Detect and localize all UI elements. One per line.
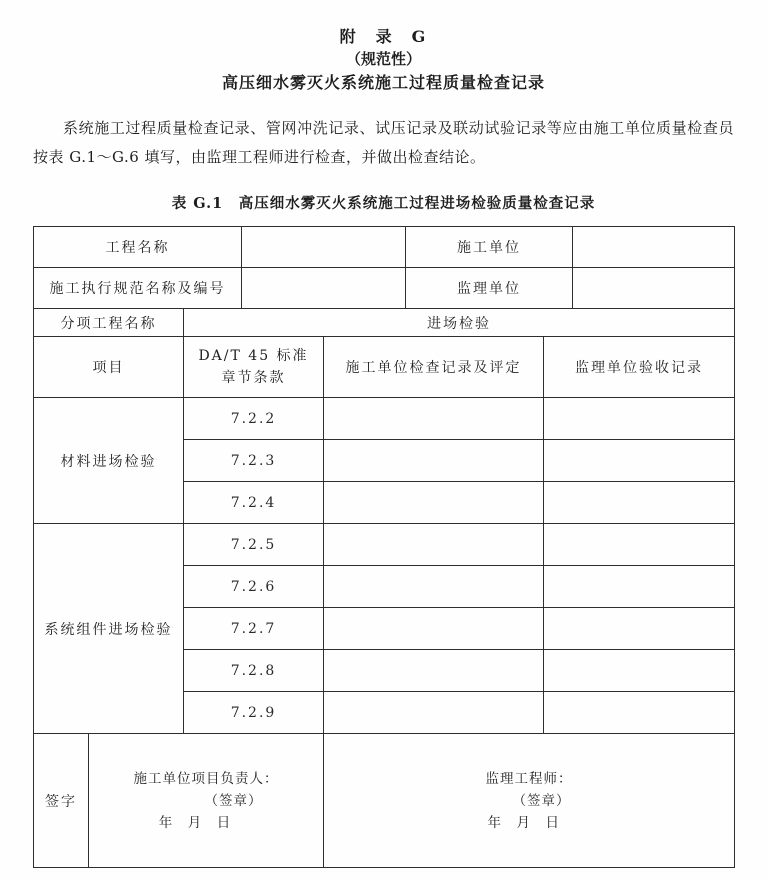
appendix-title: 附 录 G xyxy=(339,27,428,46)
table-row xyxy=(34,227,735,268)
clause-cell: 7.2.5 xyxy=(184,524,324,566)
supervisor-record-cell xyxy=(544,692,735,734)
intro-paragraph: 系统施工过程质量检查记录、管网冲洗记录、试压记录及联动试验记录等应由施工单位质量检查员按表 G.1～G.6 填写，由监理工程师进行检查，并做出检查结论。 xyxy=(33,119,734,166)
contractor-value-cell xyxy=(573,227,735,268)
contractor-signature-title: 施工单位项目负责人： xyxy=(133,770,279,787)
signature-row xyxy=(34,734,735,868)
contractor-record-cell xyxy=(324,524,544,566)
col-header-standard xyxy=(184,337,324,398)
supervisor-record-cell xyxy=(544,440,735,482)
group-label-components: 系统组件进场检验 xyxy=(34,524,184,734)
contractor-date-label: 年 月 日 xyxy=(158,814,232,831)
supervisor-record-cell xyxy=(544,398,735,440)
contractor-record-cell xyxy=(324,440,544,482)
standard-line2: 章节条款 xyxy=(221,370,286,386)
project-name-label: 工程名称 xyxy=(34,227,242,268)
contractor-record-cell xyxy=(324,398,544,440)
supervisor-record-cell xyxy=(544,524,735,566)
supervisor-record-cell xyxy=(544,608,735,650)
contractor-label: 施工单位 xyxy=(406,227,573,268)
clause-cell: 7.2.6 xyxy=(184,566,324,608)
supervisor-record-cell xyxy=(544,650,735,692)
table-row xyxy=(34,268,735,309)
signature-row-label: 签字 xyxy=(34,734,89,868)
col-header-contractor-record: 施工单位检查记录及评定 xyxy=(324,337,544,398)
table-row xyxy=(34,524,735,566)
project-name-value-cell xyxy=(242,227,406,268)
clause-cell: 7.2.3 xyxy=(184,440,324,482)
table-row xyxy=(34,309,735,337)
supervisor-signature-block xyxy=(486,768,573,834)
table-header-row xyxy=(34,337,735,398)
subproject-label: 分项工程名称 xyxy=(34,309,184,337)
supervisor-unit-value-cell xyxy=(573,268,735,309)
contractor-signature-cell xyxy=(89,734,324,868)
appendix-subtitle: （规范性） xyxy=(345,50,421,68)
clause-cell: 7.2.2 xyxy=(184,398,324,440)
spec-name-label: 施工执行规范名称及编号 xyxy=(34,268,242,309)
table-row xyxy=(34,398,735,440)
contractor-record-cell xyxy=(324,608,544,650)
title-block xyxy=(0,0,767,95)
clause-cell: 7.2.7 xyxy=(184,608,324,650)
spec-name-value-cell xyxy=(242,268,406,309)
contractor-record-cell xyxy=(324,650,544,692)
subproject-value: 进场检验 xyxy=(184,309,735,337)
appendix-heading: 高压细水雾灭火系统施工过程质量检查记录 xyxy=(221,73,545,92)
col-header-supervisor-record: 监理单位验收记录 xyxy=(544,337,735,398)
contractor-record-cell xyxy=(324,692,544,734)
supervisor-signature-cell xyxy=(324,734,735,868)
clause-cell: 7.2.9 xyxy=(184,692,324,734)
table-caption: 表 G.1 高压细水雾灭火系统施工过程进场检验质量检查记录 xyxy=(171,195,596,212)
supervisor-seal-label: （签章） xyxy=(512,792,571,809)
contractor-seal-label: （签章） xyxy=(204,792,263,809)
supervisor-unit-label: 监理单位 xyxy=(406,268,573,309)
standard-line1: DA/T 45 标准 xyxy=(198,348,309,364)
inspection-form-table xyxy=(33,226,735,868)
group-label-material: 材料进场检验 xyxy=(34,398,184,524)
col-header-item: 项目 xyxy=(34,337,184,398)
clause-cell: 7.2.4 xyxy=(184,482,324,524)
contractor-record-cell xyxy=(324,482,544,524)
supervisor-date-label: 年 月 日 xyxy=(487,814,561,831)
supervisor-record-cell xyxy=(544,482,735,524)
supervisor-signature-title: 监理工程师： xyxy=(485,770,573,787)
contractor-record-cell xyxy=(324,566,544,608)
contractor-signature-block xyxy=(134,768,279,834)
clause-cell: 7.2.8 xyxy=(184,650,324,692)
supervisor-record-cell xyxy=(544,566,735,608)
